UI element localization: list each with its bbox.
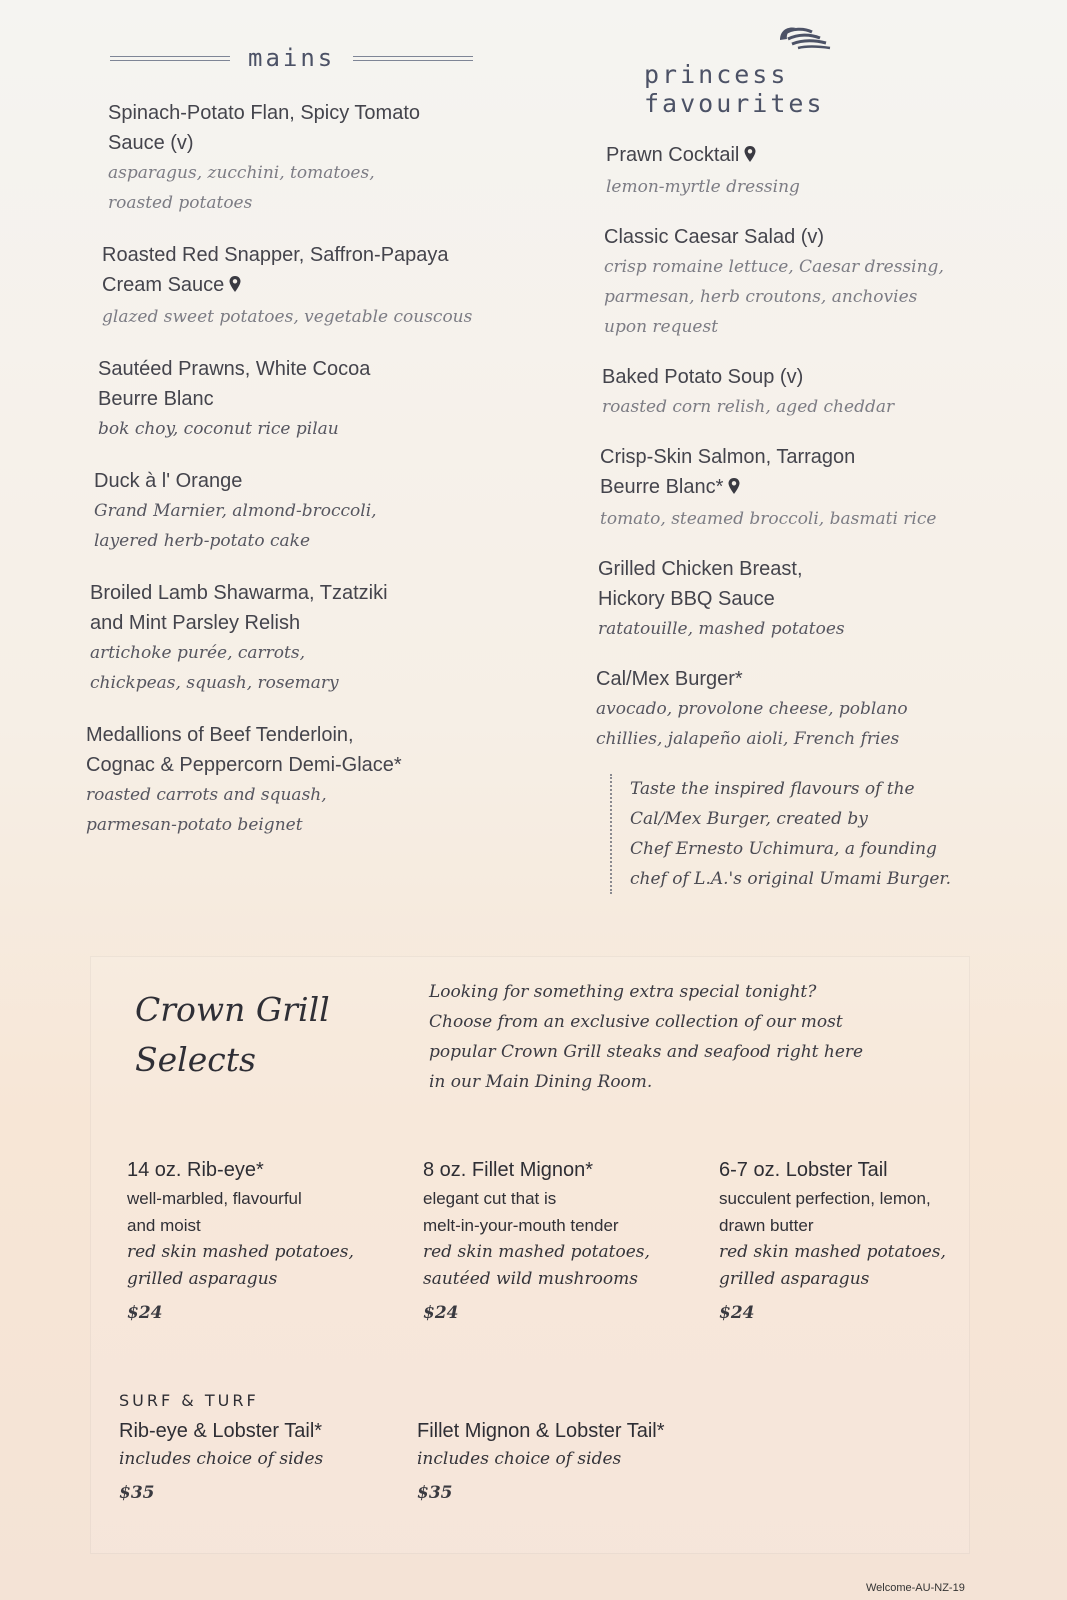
grill-item-sides: grilled asparagus xyxy=(719,1269,870,1289)
logo-wrap xyxy=(636,22,976,56)
menu-item xyxy=(94,466,524,556)
grill-item xyxy=(127,1155,423,1327)
dish-description: artichoke purée, carrots, xyxy=(90,643,305,663)
dish-description: glazed sweet potatoes, vegetable couscous xyxy=(102,307,473,327)
dish-description: avocado, provolone cheese, poblano xyxy=(596,699,908,719)
dish-name: Roasted Red Snapper, Saffron-Papaya xyxy=(102,244,449,266)
intro-line: in our Main Dining Room. xyxy=(429,1072,653,1092)
surf-and-turf xyxy=(119,1391,715,1507)
title-line: Selects xyxy=(135,1040,256,1079)
grill-item-sides: includes choice of sides xyxy=(417,1449,622,1469)
dish-name: Crisp-Skin Salmon, Tarragon xyxy=(600,446,856,468)
menu-item xyxy=(86,720,524,840)
footer-code: Welcome-AU-NZ-19 xyxy=(866,1582,965,1594)
menu-item xyxy=(596,664,976,754)
dish-name: Baked Potato Soup (v) xyxy=(602,366,804,388)
menu-item xyxy=(102,240,524,332)
grill-item-price: $24 xyxy=(127,1303,163,1323)
dish-description: upon request xyxy=(604,317,719,337)
surf-turf-items xyxy=(119,1416,715,1507)
favourites-list xyxy=(596,140,976,754)
grill-item-desc: succulent perfection, lemon, xyxy=(719,1189,931,1208)
dish-description: bok choy, coconut rice pilau xyxy=(98,419,339,439)
surf-turf-heading: SURF & TURF xyxy=(119,1391,259,1410)
dish-description: layered herb-potato cake xyxy=(94,531,311,551)
dish-description: roasted potatoes xyxy=(108,193,253,213)
dish-description: crisp romaine lettuce, Caesar dressing, xyxy=(604,257,944,277)
menu-item xyxy=(598,554,976,644)
dish-name: Beurre Blanc* xyxy=(600,476,724,498)
dish-name: Cognac & Peppercorn Demi-Glace* xyxy=(86,754,402,776)
intro-line: Choose from an exclusive collection of our most xyxy=(429,1012,843,1032)
dish-description: roasted corn relish, aged cheddar xyxy=(602,397,895,417)
menu-item xyxy=(600,442,976,534)
dish-name: Classic Caesar Salad (v) xyxy=(604,226,825,248)
location-pin-icon xyxy=(743,142,757,172)
favourites-column xyxy=(596,22,976,894)
grill-item-sides: red skin mashed potatoes, xyxy=(127,1242,354,1262)
grill-item-sides: grilled asparagus xyxy=(127,1269,278,1289)
grill-item-sides: includes choice of sides xyxy=(119,1449,324,1469)
title-line: Crown Grill xyxy=(135,990,330,1029)
dish-name: Beurre Blanc xyxy=(98,388,214,410)
grill-item xyxy=(417,1416,715,1507)
grill-item-sides: red skin mashed potatoes, xyxy=(423,1242,650,1262)
dish-name: Medallions of Beef Tenderloin, xyxy=(86,724,354,746)
grill-item-name: Fillet Mignon & Lobster Tail* xyxy=(417,1420,665,1442)
dish-name: Broiled Lamb Shawarma, Tzatziki xyxy=(90,582,388,604)
dish-name-line xyxy=(606,140,976,172)
header-rule-left xyxy=(110,56,230,61)
grill-item-price: $35 xyxy=(417,1483,453,1503)
note-line: Taste the inspired flavours of the xyxy=(630,779,915,799)
menu-item xyxy=(90,578,524,698)
menu-item xyxy=(108,98,524,218)
intro-line: Looking for something extra special tonight? xyxy=(429,982,817,1002)
dish-name-line xyxy=(600,472,976,504)
grill-item-desc: well-marbled, flavourful xyxy=(127,1189,302,1208)
grill-item-name: 6-7 oz. Lobster Tail xyxy=(719,1159,888,1181)
note-line: Cal/Mex Burger, created by xyxy=(630,809,868,829)
grill-item xyxy=(423,1155,719,1327)
grill-item-name: Rib-eye & Lobster Tail* xyxy=(119,1420,323,1442)
crown-grill-box xyxy=(90,956,970,1554)
menu-item xyxy=(98,354,524,444)
menu-item xyxy=(602,362,976,422)
grill-item xyxy=(119,1416,417,1507)
mains-list xyxy=(84,98,524,840)
grill-item xyxy=(719,1155,1015,1327)
grill-item-price: $24 xyxy=(719,1303,755,1323)
favourites-title: princess favourites xyxy=(644,60,825,118)
dish-description: ratatouille, mashed potatoes xyxy=(598,619,845,639)
intro-line: popular Crown Grill steaks and seafood right here xyxy=(429,1042,864,1062)
grill-item-desc: and moist xyxy=(127,1216,201,1235)
grill-item-desc: elegant cut that is xyxy=(423,1189,557,1208)
grill-item-desc: melt-in-your-mouth tender xyxy=(423,1216,619,1235)
dish-name: Sautéed Prawns, White Cocoa xyxy=(98,358,371,380)
dish-name: Cal/Mex Burger* xyxy=(596,668,743,690)
dish-description: parmesan, herb croutons, anchovies xyxy=(604,287,918,307)
princess-seawitch-logo xyxy=(774,22,838,56)
dish-name: Cream Sauce xyxy=(102,274,225,296)
dish-name: Hickory BBQ Sauce xyxy=(598,588,775,610)
crown-grill-title xyxy=(135,985,330,1085)
dish-description: chillies, jalapeño aioli, French fries xyxy=(596,729,900,749)
mains-column xyxy=(84,36,524,862)
dish-description: lemon-myrtle dressing xyxy=(606,177,800,197)
grill-item-price: $35 xyxy=(119,1483,155,1503)
note-line: Chef Ernesto Uchimura, a founding xyxy=(630,839,937,859)
dish-name: Spinach-Potato Flan, Spicy Tomato xyxy=(108,102,421,124)
dish-name: and Mint Parsley Relish xyxy=(90,612,301,634)
menu-item xyxy=(606,140,976,202)
menu-item xyxy=(604,222,976,342)
mains-title: mains xyxy=(248,44,336,72)
location-pin-icon xyxy=(727,474,741,504)
grill-item-name: 8 oz. Fillet Mignon* xyxy=(423,1159,594,1181)
dish-description: asparagus, zucchini, tomatoes, xyxy=(108,163,375,183)
crown-grill-intro xyxy=(429,977,899,1097)
dish-name: Duck à l' Orange xyxy=(94,470,243,492)
dish-name-line xyxy=(102,270,524,302)
header-rule-right xyxy=(353,56,473,61)
dish-description: roasted carrots and squash, xyxy=(86,785,327,805)
dish-description: Grand Marnier, almond-broccoli, xyxy=(94,501,377,521)
dish-name: Sauce (v) xyxy=(108,132,194,154)
grill-item-price: $24 xyxy=(423,1303,459,1323)
chef-note xyxy=(610,774,976,894)
grill-item-sides: red skin mashed potatoes, xyxy=(719,1242,946,1262)
dish-description: chickpeas, squash, rosemary xyxy=(90,673,339,693)
grill-item-sides: sautéed wild mushrooms xyxy=(423,1269,638,1289)
dish-description: parmesan-potato beignet xyxy=(86,815,303,835)
grill-item-desc: drawn butter xyxy=(719,1216,814,1235)
dish-description: tomato, steamed broccoli, basmati rice xyxy=(600,509,937,529)
mains-header xyxy=(110,36,524,80)
dish-name: Prawn Cocktail xyxy=(606,144,740,166)
location-pin-icon xyxy=(228,272,242,302)
note-line: chef of L.A.'s original Umami Burger. xyxy=(630,869,952,889)
grill-items xyxy=(127,1155,1015,1327)
grill-item-name: 14 oz. Rib-eye* xyxy=(127,1159,264,1181)
dish-name: Grilled Chicken Breast, xyxy=(598,558,803,580)
